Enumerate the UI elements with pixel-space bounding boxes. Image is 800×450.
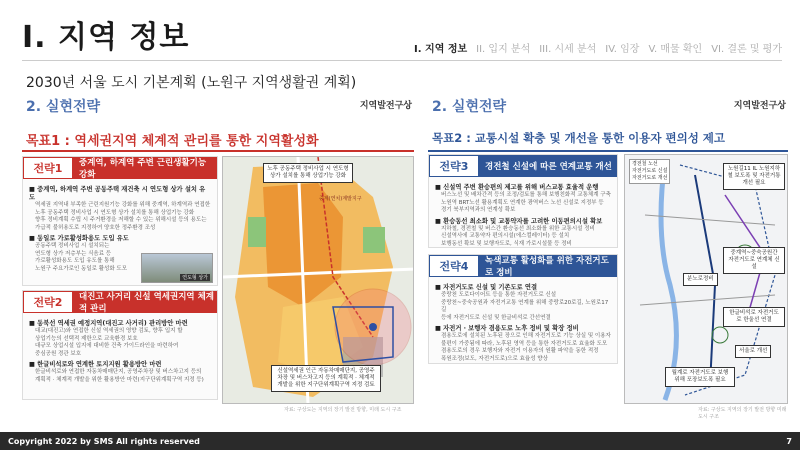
bullet-text: 중심공원 경관 보호	[35, 350, 82, 357]
bullet-text: 신설역사에 교통약자 편의시설(에스컬레이터) 등 설치	[441, 233, 570, 239]
strategy-1-box	[22, 156, 218, 286]
bullet-text: 가로활성화용도 도입 유도를 통해	[35, 258, 115, 264]
bullet-text: 역세권 지역내 부족한 근린지원기능 강화를 위해 중계역, 하계역과 연접한	[35, 202, 211, 208]
nav-item-conclusion[interactable]: VI. 결론 및 평가	[711, 44, 782, 55]
bullet-text: 등에 자전거도로 신설 및 한글비석로 간선연결	[441, 314, 551, 321]
strategy-name: 중계역, 하계역 주변 근린생활기능 강화	[73, 157, 217, 179]
strategy-number: 전략4	[429, 255, 479, 277]
bullet-heading: ■ 자전거 · 보행자 겸용도로 노후 정비 및 확장 정비	[435, 325, 579, 332]
bullet-heading: ■ 자전거도로 신설 및 기존도로 연결	[435, 284, 538, 291]
section-tag: 지역발전구상	[733, 101, 786, 111]
section-title: 2. 실현전략	[26, 99, 101, 115]
strategy-name: 대진고 사거리 신설 역세권지역 체계적 관리	[73, 291, 217, 313]
bullet-text: 계획적 · 체계적 개발을 위한 활용방안 마련(지구단위계획구역 지정 등)	[35, 376, 204, 383]
copyright-text: Copyright 2022 by SMS All rights reserved	[8, 436, 200, 446]
bullet-text: 상업기능의 선택적 제한으로 교육환경 보호	[35, 335, 138, 342]
footer	[0, 432, 800, 450]
section-title: 2. 실현전략	[432, 99, 507, 115]
bullet-text: 한글비석로와 연접한 자동차매매단지, 공영주차장 및 버스차고지 등의	[35, 369, 202, 375]
bullet-text: 중랑천 도로다이어트 등을 통한 자전거도로 신설	[441, 292, 557, 298]
right-panel	[428, 96, 788, 420]
bullet-text: 경기 북부지역과의 연계성 확보	[441, 207, 516, 213]
section-tag: 지역발전구상	[359, 101, 412, 111]
bullet-text: 향후 정비계획 수립 시 주거환경을 저해할 수 있는 위해시설 등의 용도는	[35, 217, 207, 223]
map-caption: 노원길11 IL 노원지하철 보도폭 및 자전거통 개선 필요	[723, 163, 785, 190]
map-caption: 중계역~중숙공원간 자전거도로 연계체 신설	[723, 247, 785, 274]
bullet-text: 공동주택 정비사업 시 설치되는	[35, 243, 110, 249]
bullet-heading: ■ 한글비석로와 연계한 토지지원 활용방안 마련	[29, 361, 162, 368]
bullet-text: 노원구 주요가로인 동일로 활성화 도모	[35, 265, 128, 272]
bullet-heading: ■ 동일로 가로활성화용도 도입 유도	[29, 235, 129, 242]
bullet-text: 버스노선 및 배차간격 등의 조정/검토를 통해 보행친화적 교통체계 구축	[441, 192, 611, 198]
bullet-heading: ■ 신설역 주변 환승편의 제고를 위해 버스교통 효율적 운행	[435, 184, 599, 191]
strategy-2-box	[22, 290, 218, 400]
transport-map	[624, 154, 788, 404]
bullet-text: 지하철, 경전철 및 버스간 환승동선 최소화를 위한 교통시설 정비	[441, 225, 595, 232]
bullet-text: 겸용도로에 설치된 노후된 장으로 인해 자전거도로 기능 상실 및 이용자	[441, 333, 611, 339]
strategy-name: 녹색교통 활성화를 위한 자전거도로 정비	[479, 255, 617, 277]
bullet-text: 보행동선 확보 및 보행자도로, 식재 가로시설물 등 정비	[441, 240, 572, 247]
map-legend: 경전철 노선 자전거도로 신설 자전거도로 개선	[629, 159, 670, 184]
bullet-text: 연도형 상가 저층부는 식음료 등	[35, 250, 112, 257]
bullet-heading: ■ 환승동선 최소화 및 교통약자를 고려한 이동편의시설 확보	[435, 217, 603, 225]
map-caption: 분노로정비	[683, 273, 718, 286]
district-map	[222, 156, 414, 404]
goal-underline	[428, 150, 788, 152]
map-caption: 서울로 개선	[735, 345, 771, 358]
strategy-number: 전략1	[23, 157, 73, 179]
nav-item-listing[interactable]: V. 매물 확인	[648, 44, 703, 55]
bullet-text: 대교(대진고)와 연접한 신설 역세권의 영향 검토, 향후 입지 할	[35, 328, 183, 334]
left-panel	[22, 96, 414, 416]
page-title: I. 지역 정보	[22, 20, 190, 55]
section-nav	[414, 40, 782, 55]
page-subtitle: 2030년 서울 도시 기본계획 (노원구 지역생활권 계획)	[26, 75, 357, 91]
strategy-name: 경전철 신설에 따른 연계교통 개선	[479, 155, 617, 177]
map-label: 중계(연치)계발지구	[319, 196, 362, 202]
bullet-heading: ■ 동북선 역세권 예정지역(대진고 사거리) 관리방안 마련	[29, 320, 188, 327]
bullet-text: 중랑천~중숙공원과 자전거교통 연계를 위해 중랑로20로길, 노원로17길	[441, 299, 609, 313]
bullet-heading: ■ 중계역, 하계역 주변 공동주택 재건축 시 연도형 상가 설치 유도	[29, 186, 206, 201]
bullet-text: 대규모 상업시설 입지에 대비한 건축 가이드라인을 마련하여	[35, 343, 179, 349]
bullet-text: 노원역 BRT노선 활용계획도 연계한 광역버스 노선 신설로 지정부 등	[441, 199, 604, 206]
strategy-3-box	[428, 154, 618, 248]
nav-item-location[interactable]: II. 입지 분석	[476, 44, 531, 55]
goal-underline	[22, 150, 414, 152]
page-number: 7	[786, 436, 792, 446]
nav-item-price[interactable]: III. 시세 분석	[539, 44, 597, 55]
nav-item-site-visit[interactable]: IV. 임장	[605, 44, 640, 55]
goal-title: 목표1 : 역세권지역 체계적 관리를 통한 지역활성화	[26, 134, 319, 149]
map-caption: 월계로 자전거도로 보행 위해 포장보도폭 필요	[665, 367, 735, 387]
strategy-number: 전략3	[429, 155, 479, 177]
header-divider	[22, 60, 782, 61]
source-note: 자료: 구상도 지역의 장기 발전 방향 미래도시 구조	[698, 407, 787, 420]
bullet-text: 불편이 가중됨에 따라, 노후된 영역 등을 통한 자전거도로 효율화 도모	[441, 340, 608, 347]
bullet-text: 겸용도로의 경우 보행자와 자전거 이용자의 원활 파악을 동한 적정	[441, 348, 599, 354]
goal-title: 목표2 : 교통시설 확충 및 개선을 통한 이용자 편의성 제고	[432, 131, 726, 145]
storefront-photo: 연도형 상가	[141, 253, 213, 283]
nav-item-region[interactable]: I. 지역 정보	[414, 44, 468, 55]
bullet-text: 폭원조정(보도, 자전거도로)으로 효율성 향상	[441, 355, 548, 362]
strategy-number: 전략2	[23, 291, 73, 313]
strategy-4-box	[428, 254, 618, 364]
map-caption-top: 노후 공동주택 정비사업 시 연도형 상가 설치를 통해 상업기능 강화	[263, 163, 353, 183]
map-caption-bottom: 신설역세권 인근 자동차매매단지, 공영주차장 및 버스차고지 등의 계획적 · 체계적 개발을 위한 지구단위계획구역 지정 검토	[271, 365, 381, 392]
bullet-text: 노후 공동주택 정비사업 시 연도형 상가 설치를 통해 상업기능 강화	[35, 209, 195, 216]
map-caption: 한글비석로 자전거도로 한울선 연결	[723, 307, 785, 327]
bullet-text: 가급적 불허용도로 지정하여 양호한 정주환경 조성	[35, 224, 156, 231]
source-note: 자료: 구상도는 지역의 장기 발전 방향, 미래 도시 구조	[284, 407, 402, 413]
